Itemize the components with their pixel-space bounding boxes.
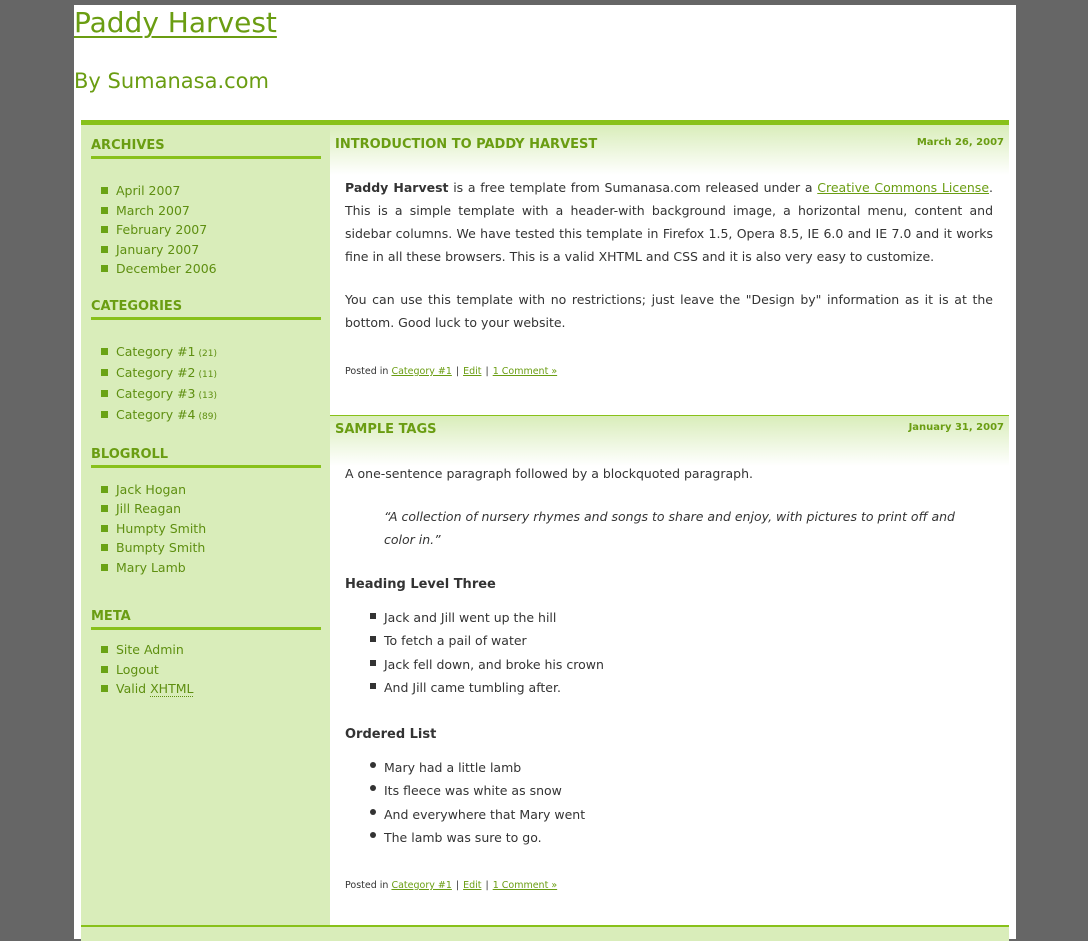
- post-body: A one-sentence paragraph followed by a blockquoted paragraph. “A collection of nursery rhymes and songs to share and enjoy, with pictures to print off and color in.” Heading Level Three Jack and Jill went up the hill To fetch a pail of water Jack fell down, and broke his crown And Jill came tumbling after. Ordered List Mary had a little lamb Its fleece was white as snow And everywhere that Mary went The lamb was sure to go.: [345, 462, 993, 922]
- round-bullet-icon: [370, 832, 376, 838]
- ordered-list-heading: Ordered List: [345, 727, 437, 742]
- post-paragraph: You can use this template with no restrictions; just leave the "Design by" information as it is at the bottom. Good luck to your website.: [345, 292, 993, 330]
- square-bullet-icon: [101, 187, 108, 194]
- edit-link[interactable]: Edit: [463, 366, 482, 377]
- categories-widget: CATEGORIES Category #1 (21) Category #2 (11) Category #3 (13) Category #4 (89): [91, 298, 321, 320]
- post-paragraph: A one-sentence paragraph followed by a blockquoted paragraph.: [345, 466, 753, 481]
- blogroll-heading: BLOGROLL: [91, 446, 321, 468]
- square-bullet-icon: [101, 505, 108, 512]
- round-bullet-icon: [370, 785, 376, 791]
- square-bullet-icon: [101, 411, 108, 418]
- main-content: [330, 125, 1009, 939]
- post-body: [345, 176, 993, 334]
- post-paragraph: Paddy Harvest is a free template from Sumanasa.com released under a Creative Commons License. This is a simple template with a header-with background image, a horizontal menu, content and sidebar columns. We have tested this template in Firefox 1.5, Opera 8.5, IE 6.0 and IE 7.0 and it works fine in all these browsers. This is a valid XHTML and CSS and it is also very easy to customize.: [345, 180, 993, 264]
- square-bullet-icon: [101, 207, 108, 214]
- post-header: [330, 416, 1009, 466]
- square-bullet-icon: [101, 544, 108, 551]
- meta-heading: META: [91, 608, 321, 630]
- square-bullet-icon: [101, 525, 108, 532]
- edit-link[interactable]: Edit: [463, 880, 482, 891]
- archives-widget: ARCHIVES April 2007 March 2007 February 2007 January 2007 December 2006: [91, 137, 321, 159]
- heading-level-three: Heading Level Three: [345, 577, 496, 592]
- category-link[interactable]: Category #1: [391, 366, 452, 377]
- round-bullet-icon: [370, 762, 376, 768]
- post-header: [330, 125, 1009, 175]
- square-bullet-icon: [101, 685, 108, 692]
- square-bullet-icon: [101, 369, 108, 376]
- comments-link[interactable]: 1 Comment »: [492, 880, 558, 891]
- categories-heading: CATEGORIES: [91, 298, 321, 320]
- post-title-link[interactable]: INTRODUCTION TO PADDY HARVEST: [335, 137, 598, 152]
- meta-widget: META Site Admin Logout Valid XHTML: [91, 608, 321, 630]
- square-bullet-icon: [370, 683, 376, 689]
- post-date: March 26, 2007: [916, 137, 1004, 148]
- square-bullet-icon: [370, 636, 376, 642]
- round-bullet-icon: [370, 809, 376, 815]
- square-bullet-icon: [370, 613, 376, 619]
- post-title-link[interactable]: SAMPLE TAGS: [335, 422, 437, 437]
- square-bullet-icon: [101, 666, 108, 673]
- square-bullet-icon: [101, 646, 108, 653]
- square-bullet-icon: [101, 486, 108, 493]
- archives-heading: ARCHIVES: [91, 137, 321, 159]
- square-bullet-icon: [101, 390, 108, 397]
- comments-link[interactable]: 1 Comment »: [492, 366, 558, 377]
- square-bullet-icon: [101, 246, 108, 253]
- square-bullet-icon: [370, 660, 376, 666]
- site-title-link[interactable]: Paddy Harvest: [74, 6, 277, 39]
- square-bullet-icon: [101, 265, 108, 272]
- sidebar: [81, 125, 330, 939]
- post-date: January 31, 2007: [908, 422, 1004, 433]
- square-bullet-icon: [101, 564, 108, 571]
- site-tagline: By Sumanasa.com: [74, 69, 269, 93]
- category-link[interactable]: Category #1: [391, 880, 452, 891]
- square-bullet-icon: [101, 226, 108, 233]
- page-wrapper: [74, 5, 1016, 939]
- post-meta: Posted in Category #1 | Edit | 1 Comment »: [345, 366, 558, 377]
- creative-commons-link[interactable]: Creative Commons License: [817, 180, 990, 195]
- blockquote: “A collection of nursery rhymes and songs to share and enjoy, with pictures to print off and color in.”: [384, 509, 955, 547]
- blogroll-widget: BLOGROLL Jack Hogan Jill Reagan Humpty Smith Bumpty Smith Mary Lamb: [91, 446, 321, 468]
- square-bullet-icon: [101, 348, 108, 355]
- post-meta: Posted in Category #1 | Edit | 1 Comment »: [345, 880, 558, 891]
